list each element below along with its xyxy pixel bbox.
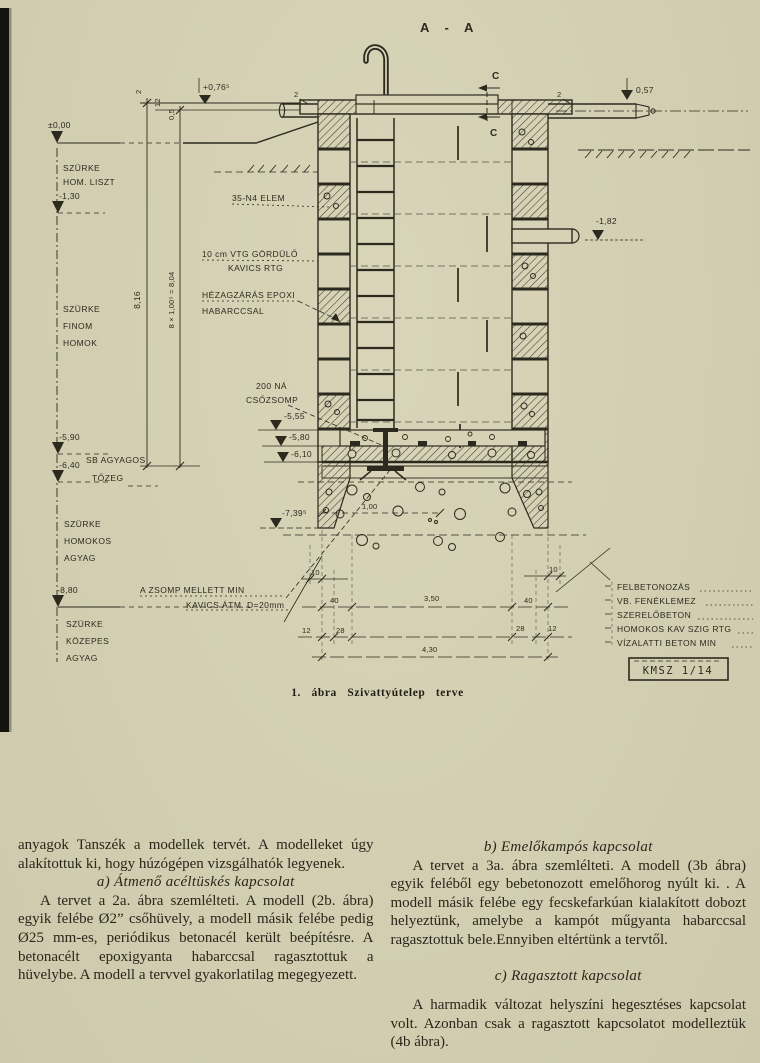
ground-right — [578, 150, 750, 158]
right-outlet-pipe — [548, 99, 748, 118]
soil-label-2b: FINOM — [63, 321, 93, 331]
soil-elevation-880: -8,80 — [57, 585, 78, 595]
elevation-610: -6,10 — [291, 449, 312, 459]
dim-40-left: 40 — [330, 596, 339, 605]
figure-caption: 1. ábra Szivattyútelep terve — [291, 687, 464, 699]
dim-10-left: 10 — [311, 568, 320, 577]
soil-label-1b: HOM. LISZT — [63, 177, 116, 187]
dim-12-small: 12 — [153, 98, 162, 107]
paragraph-continuation: anyagok Tanszék a modellek tervét. A modelleket úgy alakítottuk ki, hogy húzógépen vizsgálhatók legyenek. — [18, 837, 374, 872]
note-felbetonozas: FELBETONOZÁS — [617, 582, 691, 592]
subheading-b: b) Emelőkampós kapcsolat — [483, 839, 653, 855]
article-column-left — [18, 836, 374, 1052]
soil-label-4a: SZÜRKE — [64, 519, 102, 529]
soil-label-2a: SZÜRKE — [63, 304, 101, 314]
dim-12-left: 12 — [302, 626, 311, 635]
dim-28-left: 28 — [336, 626, 345, 635]
article-body — [18, 836, 746, 1052]
soil-elevation-130: -1,30 — [59, 191, 80, 201]
dim-2-small: 2 — [134, 89, 143, 94]
callout-zsomp-b: CSŐZSOMP — [246, 395, 299, 405]
dim-8x100-804: 8 × 1,00⁵ = 8,04 — [167, 271, 176, 329]
soil-elevation-640: -6,40 — [59, 460, 80, 470]
section-title: A - A — [420, 20, 480, 35]
elevation-057: 0,57 — [636, 85, 654, 95]
stamp-text: KMSZ 1/14 — [642, 665, 714, 677]
material-notes — [590, 562, 753, 648]
mid-right-pipe — [512, 229, 645, 243]
dim-430: 4,30 — [422, 645, 438, 654]
callout-gravel-a: A ZSOMP MELLETT MIN — [140, 585, 245, 595]
soil-label-4b: HOMOKOS — [64, 536, 112, 546]
dim-8-16: 8,16 — [132, 291, 142, 309]
callout-kavics-a: 10 cm VTG GÖRDÜLŐ — [202, 249, 298, 259]
soil-label-3a: SB AGYAGOS — [86, 455, 146, 465]
right-pipe-dim: 2 — [557, 90, 562, 99]
note-homokos-kav: HOMOKOS KAV SZIG RTG — [617, 624, 732, 634]
soil-column — [51, 131, 250, 662]
elevation-076: +0,76⁵ — [203, 82, 230, 92]
interior-ladder — [357, 118, 394, 428]
elevation-555: -5,55 — [284, 411, 305, 421]
subheading-a: a) Átmenő acéltüskés kapcsolat — [96, 874, 295, 891]
elevation-580: -5,80 — [289, 432, 310, 442]
dim-1-00-label: 1,00 — [362, 502, 378, 511]
subheading-c: c) Ragasztott kapcsolat — [494, 967, 642, 984]
callout-gravel-b: KAVICS ÁTM. D=20mm — [186, 600, 285, 610]
callout-epoxi-b: HABARCCSAL — [202, 306, 265, 316]
soil-label-2c: HOMOK — [63, 338, 98, 348]
article-column-right — [391, 836, 747, 1052]
note-vb-feneklemez: VB. FENÉKLEMEZ — [617, 596, 697, 606]
caisson-walls — [318, 114, 548, 462]
paragraph-c: A harmadik változat helyszíni hegesztéses kapcsolat volt. Azonban csak a ragasztott kapcsolatot modelleztük (4b ábra). — [390, 997, 746, 1051]
soil-elevation-590: -5,90 — [59, 432, 80, 442]
soil-label-5c: AGYAG — [66, 653, 98, 663]
paragraph-a: A tervet a 2a. ábra szemlélteti. A modell (2b. ábra) egyik felébe Ø2” csőhüvely, a modell másik felébe pedig Ø25 mm-es, periódikus betonacél került beépítésre. A betonacélt epoxigyanta habarccsal ragasztottuk a hüvelybe. A modell a tervvel gyakorlatilag megegyezett. — [18, 892, 374, 984]
callout-zsomp-a: 200 NÁ — [256, 381, 288, 391]
dim-40-right: 40 — [524, 596, 533, 605]
callout-kavics-b: KAVICS RTG — [228, 263, 284, 273]
dim-12-right: 12 — [548, 624, 557, 633]
elevation-057-marker — [621, 78, 654, 100]
dim-05-small: 0,5 — [167, 108, 176, 120]
elevation-7395: -7,39⁵ — [282, 508, 307, 518]
note-vizalatti-beton: VÍZALATTI BETON MIN — [617, 638, 717, 648]
note-szerelobeton: SZERELŐBETON — [617, 610, 692, 620]
dim-28-right: 28 — [516, 624, 525, 633]
top-slab — [300, 95, 572, 114]
soil-label-1a: SZÜRKE — [63, 163, 101, 173]
ground-left — [183, 122, 318, 172]
soil-label-4c: AGYAG — [64, 553, 96, 563]
section-c-label-bottom: C — [490, 128, 498, 139]
drawing-number-stamp — [629, 658, 728, 680]
elevation-182: -1,82 — [596, 216, 617, 226]
lifting-hook — [366, 47, 386, 97]
paragraph-b: A tervet a 3a. ábra szemlélteti. A modell (3b ábra) egyik feléből egy bebetonozott emelőhorog nyúlt ki. . A modell másik felébe egy fecskefarkúan kialakított dobozt helyeztünk, amelybe a kampót műgyanta habarccsal ragasztottuk bele.Ennyiben eltértünk a tervtől. — [390, 857, 746, 948]
section-c-label-top: C — [492, 71, 500, 82]
soil-elevation-000: ±0,00 — [48, 120, 71, 130]
dim-10-right: 10 — [549, 565, 558, 574]
left-pipe-dim: 2 — [294, 90, 299, 99]
callout-epoxi-a: HÉZAGZÁRÁS EPOXI — [202, 290, 296, 300]
soil-label-3b: TŐZEG — [92, 473, 124, 483]
soil-label-5a: SZÜRKE — [66, 619, 104, 629]
soil-label-5b: KÖZEPES — [66, 636, 110, 646]
dim-350: 3,50 — [424, 594, 440, 603]
scan-edge-artifact — [0, 8, 12, 732]
callout-elem: 35-N4 ELEM — [232, 193, 286, 203]
